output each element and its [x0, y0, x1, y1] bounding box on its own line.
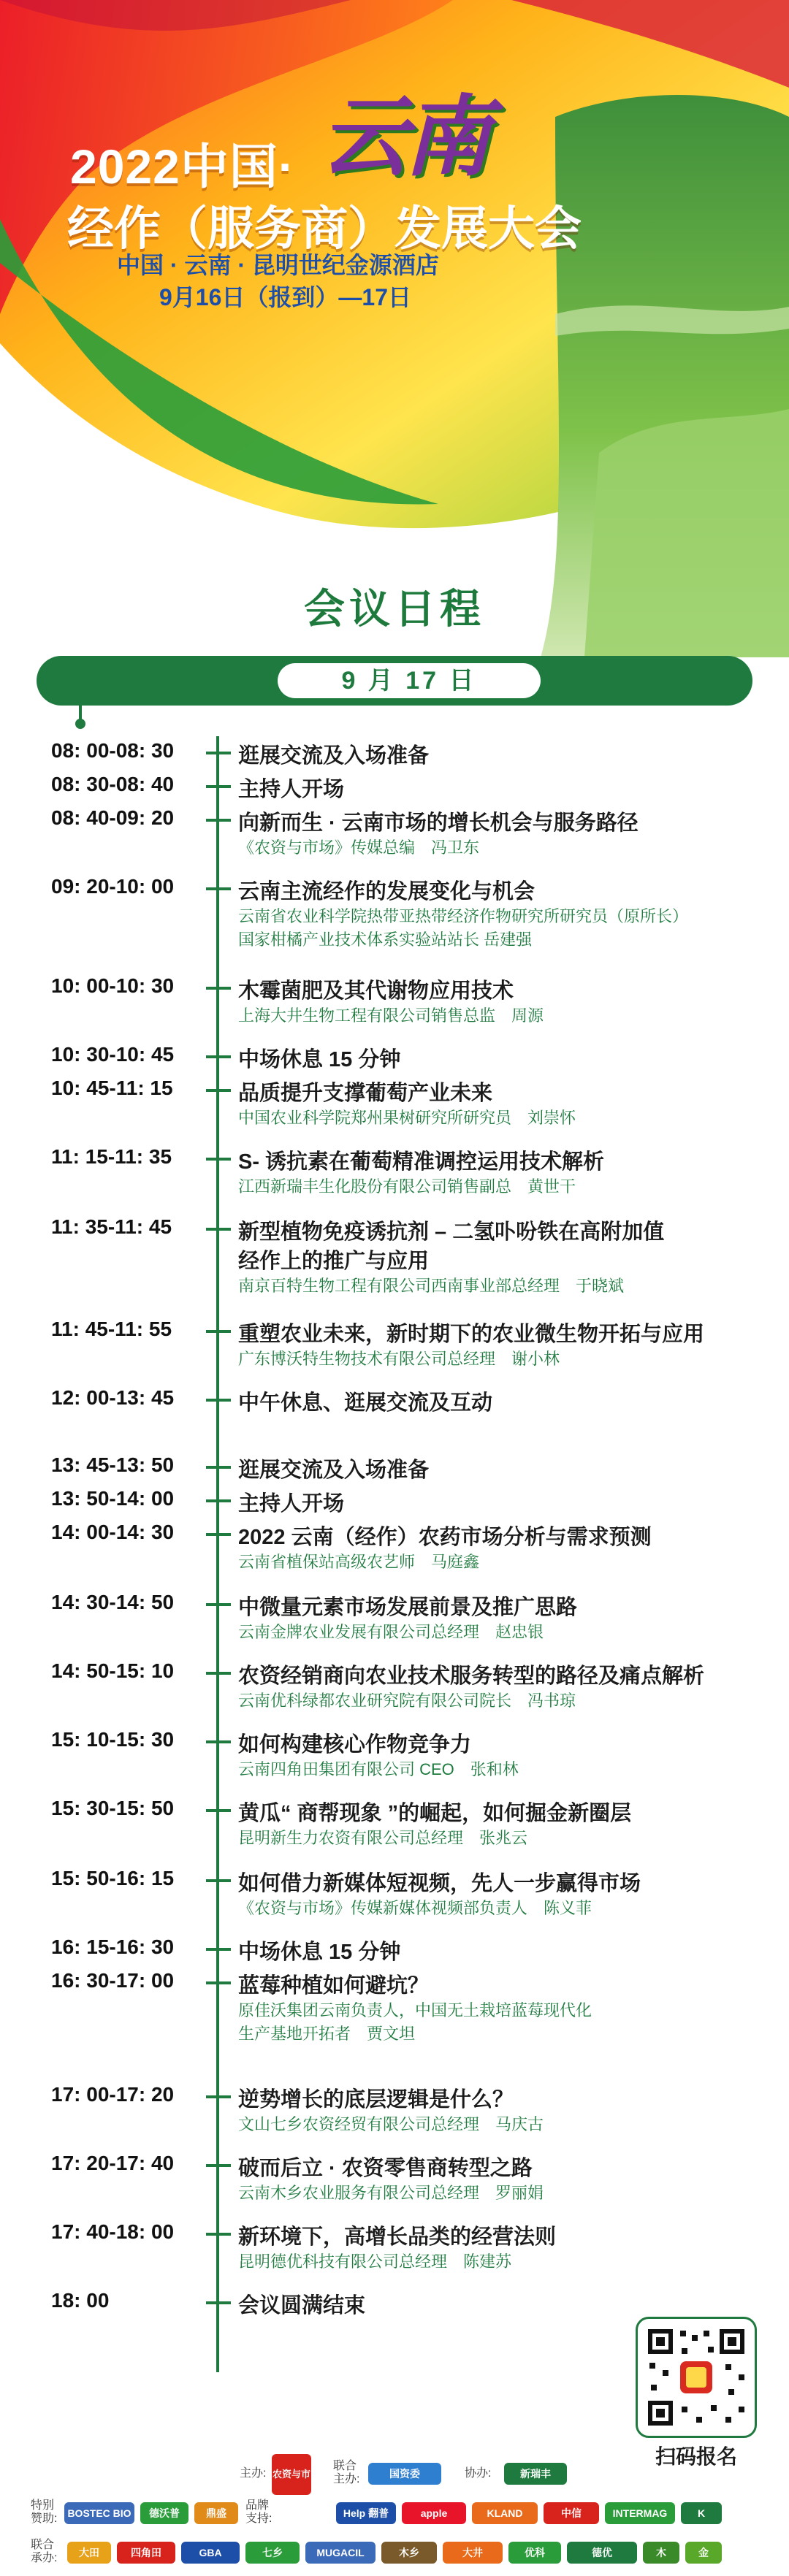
qr-code[interactable]: [636, 2317, 757, 2438]
timeline-tick: [206, 1228, 231, 1231]
session-topic-cont: 经作上的推广与应用: [238, 1250, 430, 1273]
brand-support-label: 品牌 支持:: [245, 2499, 272, 2525]
session-topic: 蓝莓种植如何避坑？: [238, 1974, 430, 1998]
session-topic: 主持人开场: [238, 1492, 345, 1516]
session-time: 13: 50-14: 00: [51, 1487, 175, 1510]
session-time: 16: 15-16: 30: [51, 1935, 175, 1958]
session-topic: 逛展交流及入场准备: [238, 744, 430, 768]
session-speaker: 云南金牌农业发展有限公司总经理 赵忠银: [238, 1623, 544, 1641]
host-label: 主办:: [240, 2467, 267, 2480]
session-time: 14: 50-15: 10: [51, 1659, 175, 1682]
session-topic: 逛展交流及入场准备: [238, 1459, 430, 1482]
session-topic: 中场休息 15 分钟: [238, 1941, 401, 1964]
timeline-tick: [206, 785, 231, 788]
session-speaker: 文山七乡农资经贸有限公司总经理 马庆古: [238, 2115, 544, 2133]
session-time: 08: 00-08: 30: [51, 739, 175, 762]
timeline-tick: [206, 1740, 231, 1743]
session-speaker: 《农资与市场》传媒总编 冯卫东: [238, 838, 480, 857]
session-speaker: 昆明德优科技有限公司总经理 陈建苏: [238, 2252, 512, 2271]
session-speaker: 上海大井生物工程有限公司销售总监 周源: [238, 1006, 544, 1025]
event-dates: 9月16日（报到）—17日: [159, 284, 411, 310]
cohost-logo: 国资委: [368, 2463, 441, 2485]
organizer-logo-8: 优科: [508, 2542, 561, 2564]
session-time: 14: 30-14: 50: [51, 1591, 175, 1613]
session-topic: 会议圆满结束: [238, 2294, 366, 2317]
session-topic: 中午休息、逛展交流及互动: [238, 1391, 493, 1415]
sponsor-logo-7: 中信: [544, 2502, 599, 2524]
timeline-tick: [206, 2301, 231, 2304]
session-speaker: 国家柑橘产业技术体系实验站站长 岳建强: [238, 930, 533, 949]
session-topic: 重塑农业未来，新时期下的农业微生物开拓与应用: [238, 1323, 705, 1346]
session-speaker: 江西新瑞丰生化股份有限公司销售副总 黄世干: [238, 1177, 576, 1196]
session-topic: 品质提升支撑葡萄产业未来: [238, 1082, 493, 1105]
session-time: 14: 00-14: 30: [51, 1521, 175, 1543]
session-time: 10: 30-10: 45: [51, 1043, 175, 1066]
organizer-logo-3: GBA: [181, 2542, 240, 2564]
timeline-tick: [206, 987, 231, 990]
session-topic: 黄瓜“ 商帮现象 ”的崛起，如何掘金新圈层: [238, 1802, 632, 1825]
timeline-tick: [206, 1533, 231, 1536]
session-speaker: 云南省农业科学院热带亚热带经济作物研究所研究员（原所长）: [238, 907, 689, 925]
session-time: 15: 50-16: 15: [51, 1867, 175, 1889]
venue-text: 中国 · 云南 · 昆明世纪金源酒店: [117, 252, 439, 278]
session-topic: 新环境下，高增长品类的经营法则: [238, 2225, 557, 2249]
session-speaker: 云南木乡农业服务有限公司总经理 罗丽娟: [238, 2184, 544, 2202]
sponsor-logo-9: K: [681, 2502, 722, 2524]
session-speaker: 云南优科绿都农业研究院有限公司院长 冯书琼: [238, 1692, 576, 1710]
qr-label: 扫码报名: [655, 2445, 737, 2468]
session-topic: 云南主流经作的发展变化与机会: [238, 880, 535, 903]
organizer-logo-9: 德优: [567, 2542, 637, 2564]
assist-label: 协办:: [465, 2467, 492, 2480]
session-topic: 2022 云南（经作）农药市场分析与需求预测: [238, 1526, 652, 1549]
session-speaker: 《农资与市场》传媒新媒体视频部负责人 陈义菲: [238, 1899, 592, 1917]
date-bar: [37, 656, 752, 706]
joint-organizer-label: 联合 承办:: [31, 2539, 58, 2564]
timeline-line: [216, 736, 219, 2372]
timeline-tick: [206, 1672, 231, 1675]
assist-logo: 新瑞丰: [504, 2463, 567, 2485]
session-time: 13: 45-13: 50: [51, 1453, 175, 1476]
sponsor-logo-3: 鼎盛: [194, 2502, 238, 2524]
session-topic: 新型植物免疫诱抗剂 – 二氢卟吩铁在高附加值: [238, 1220, 665, 1244]
timeline-tick: [206, 1948, 231, 1951]
session-time: 09: 20-10: 00: [51, 875, 175, 898]
session-time: 16: 30-17: 00: [51, 1969, 175, 1992]
session-speaker: 生产基地开拓者 贾文坦: [238, 2025, 416, 2043]
title-line1: 2022中国·: [70, 139, 295, 194]
title-line2: 经作（服务商）发展大会: [67, 202, 582, 255]
session-time: 17: 20-17: 40: [51, 2152, 175, 2174]
session-speaker: 昆明新生力农资有限公司总经理 张兆云: [238, 1829, 528, 1847]
hero-banner: [0, 0, 789, 657]
timeline-tick: [206, 1158, 231, 1161]
session-topic: 如何借力新媒体短视频，先人一步赢得市场: [238, 1872, 641, 1895]
organizer-logo-11: 金: [685, 2542, 722, 2564]
session-topic: 逆势增长的底层逻辑是什么？: [238, 2088, 514, 2111]
timeline-tick: [206, 752, 231, 754]
title-yunnan: 云南: [320, 85, 487, 188]
sponsor-logo-5: apple: [402, 2502, 466, 2524]
timeline-tick: [206, 1603, 231, 1606]
session-speaker: 南京百特生物工程有限公司西南事业部总经理 于晓斌: [238, 1277, 625, 1295]
session-time: 10: 45-11: 15: [51, 1077, 173, 1099]
session-topic: 如何构建核心作物竞争力: [238, 1733, 472, 1757]
timeline-tick: [206, 887, 231, 890]
timeline-tick: [206, 1466, 231, 1469]
organizer-logo-2: 四角田: [117, 2542, 175, 2564]
session-speaker: 中国农业科学院郑州果树研究所研究员 刘崇怀: [238, 1109, 576, 1127]
agenda-title: 会议日程: [304, 586, 485, 632]
session-time: 11: 35-11: 45: [51, 1215, 172, 1238]
sponsor-logo-8: INTERMAG: [605, 2502, 675, 2524]
timeline-tick: [206, 1055, 231, 1058]
session-time: 18: 00: [51, 2289, 110, 2312]
cohost-label: 联合 主办:: [333, 2460, 360, 2485]
qr-pattern-icon: [638, 2319, 755, 2436]
timeline-tick: [206, 1499, 231, 1502]
organizer-logo-10: 木: [643, 2542, 679, 2564]
session-time: 08: 40-09: 20: [51, 806, 175, 829]
session-time: 11: 15-11: 35: [51, 1145, 172, 1168]
organizer-logo-4: 七乡: [245, 2542, 300, 2564]
timeline-tick: [206, 1809, 231, 1812]
special-sponsor-label: 特别 赞助:: [31, 2499, 58, 2525]
session-time: 12: 00-13: 45: [51, 1386, 175, 1409]
session-speaker: 云南省植保站高级农艺师 马庭鑫: [238, 1553, 480, 1571]
session-time: 17: 00-17: 20: [51, 2083, 175, 2106]
sponsor-logo-6: KLAND: [472, 2502, 538, 2524]
session-topic: S- 诱抗素在葡萄精准调控运用技术解析: [238, 1150, 605, 1174]
timeline-tick: [206, 1089, 231, 1092]
session-speaker: 云南四角田集团有限公司 CEO 张和林: [238, 1760, 519, 1778]
session-topic: 破而后立 · 农资零售商转型之路: [238, 2157, 533, 2180]
session-topic: 农资经销商向农业技术服务转型的路径及痛点解析: [238, 1665, 705, 1688]
day-label: 9 月 17 日: [278, 663, 541, 698]
timeline-tick: [206, 1879, 231, 1882]
session-speaker: 广东博沃特生物技术有限公司总经理 谢小林: [238, 1350, 560, 1368]
timeline-tick: [206, 819, 231, 822]
session-time: 10: 00-10: 30: [51, 974, 175, 997]
session-topic: 主持人开场: [238, 778, 345, 801]
session-topic: 中微量元素市场发展前景及推广思路: [238, 1596, 578, 1619]
timeline-start-dot: [75, 719, 85, 729]
session-topic: 向新而生 · 云南市场的增长机会与服务路径: [238, 811, 639, 835]
timeline-tick: [206, 2095, 231, 2098]
timeline-tick: [206, 1399, 231, 1402]
organizer-logo-1: 大田: [67, 2542, 111, 2564]
session-time: 08: 30-08: 40: [51, 773, 175, 795]
sponsor-logo-1: BOSTEC BIO: [64, 2502, 134, 2524]
sponsor-logo-2: 德沃普: [140, 2502, 188, 2524]
session-time: 11: 45-11: 55: [51, 1318, 172, 1340]
timeline-tick: [206, 1330, 231, 1333]
session-speaker: 原佳沃集团云南负责人，中国无土栽培蓝莓现代化: [238, 2001, 592, 2019]
timeline-tick: [206, 1981, 231, 1984]
session-time: 17: 40-18: 00: [51, 2220, 175, 2243]
session-time: 15: 30-15: 50: [51, 1797, 175, 1819]
timeline-tick: [206, 2233, 231, 2236]
sponsor-logo-4: Help 翻普: [336, 2502, 396, 2524]
session-topic: 木霉菌肥及其代谢物应用技术: [238, 979, 514, 1003]
session-topic: 中场休息 15 分钟: [238, 1048, 401, 1071]
session-time: 15: 10-15: 30: [51, 1728, 175, 1751]
organizer-logo-5: MUGACIL: [305, 2542, 376, 2564]
organizer-logo-7: 大井: [443, 2542, 503, 2564]
timeline-tick: [206, 2164, 231, 2167]
organizer-logo-6: 木乡: [381, 2542, 437, 2564]
host-logo: 农资与市场: [272, 2454, 311, 2495]
